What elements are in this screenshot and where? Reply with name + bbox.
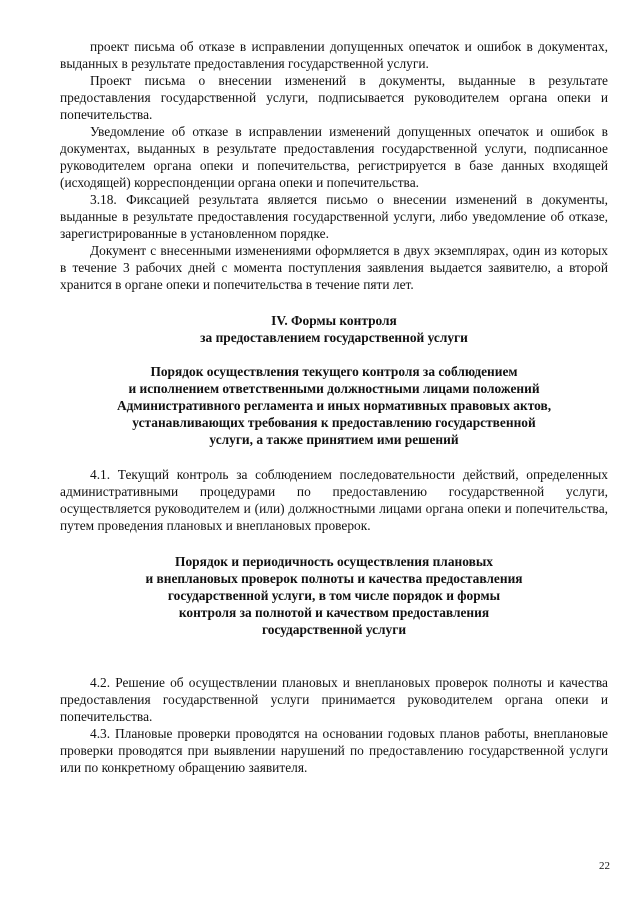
subheading-line: и исполнением ответственными должностными лицами положений — [128, 381, 540, 396]
subheading-line: Порядок осуществления текущего контроля за соблюдением — [150, 364, 518, 379]
section-title-line: за предоставлением государственной услуги — [200, 330, 468, 345]
document-page — [60, 38, 608, 776]
subheading-line: государственной услуги, в том числе порядок и формы — [167, 588, 501, 603]
subheading-line: устанавливающих требования к предоставлению государственной — [132, 415, 536, 430]
section-title-line: IV. Формы контроля — [271, 313, 397, 328]
subheading-line: контроля за полнотой и качеством предоставления — [178, 605, 490, 620]
subheading-line: государственной услуги — [261, 622, 407, 637]
paragraph-4-3: 4.3. Плановые проверки проводятся на основании годовых планов работы, внеплановые проверки проводятся при выявлении нарушений по предоставлению государственной услуги или по конкретному обращению заявителя. — [60, 726, 608, 775]
subheading-line: Порядок и периодичность осуществления плановых — [175, 554, 493, 569]
subheading — [60, 363, 608, 448]
subheading-line: услуги, а также принятием ими решений — [209, 432, 459, 447]
paragraph: проект письма об отказе в исправлении допущенных опечаток и ошибок в документах, выданных в результате предоставления государственной услуги. — [60, 39, 608, 71]
paragraph-4-1: 4.1. Текущий контроль за соблюдением последовательности действий, определенных административными процедурами по предоставлению государственной услуги, осуществляется руководителем и (или) должностными лицами органа опеки и попечительства, путем проведения плановых и внеплановых проверок. — [60, 467, 608, 533]
subheading-line: Административного регламента и иных нормативных правовых актов, — [116, 398, 552, 413]
subheading-line: и внеплановых проверок полноты и качества предоставления — [145, 571, 523, 586]
section-title — [60, 312, 608, 346]
paragraph: Документ с внесенными изменениями оформляется в двух экземплярах, один из которых в течение 3 рабочих дней с момента поступления заявления выдается заявителю, а второй хранится в органе опеки и попечительства в течение пяти лет. — [60, 243, 608, 292]
page-number: 22 — [599, 860, 610, 872]
paragraph-4-2: 4.2. Решение об осуществлении плановых и внеплановых проверок полноты и качества предоставления государственной услуги принимается руководителем органа опеки и попечительства. — [60, 675, 608, 724]
subheading — [60, 553, 608, 638]
paragraph: Проект письма о внесении изменений в документы, выданные в результате предоставления государственной услуги, подписывается руководителем органа опеки и попечительства. — [60, 73, 608, 122]
paragraph: 3.18. Фиксацией результата является письмо о внесении изменений в документы, выданные в результате предоставления государственной услуги, либо уведомление об отказе, зарегистрированные в установленном порядке. — [60, 192, 608, 241]
paragraph: Уведомление об отказе в исправлении изменений допущенных опечаток и ошибок в документах, выданных в результате предоставления государственной услуги, подписанное руководителем органа опеки и попечительства, регистрируется в базе данных входящей (исходящей) корреспонденции органа опеки и попечительства. — [60, 124, 608, 190]
